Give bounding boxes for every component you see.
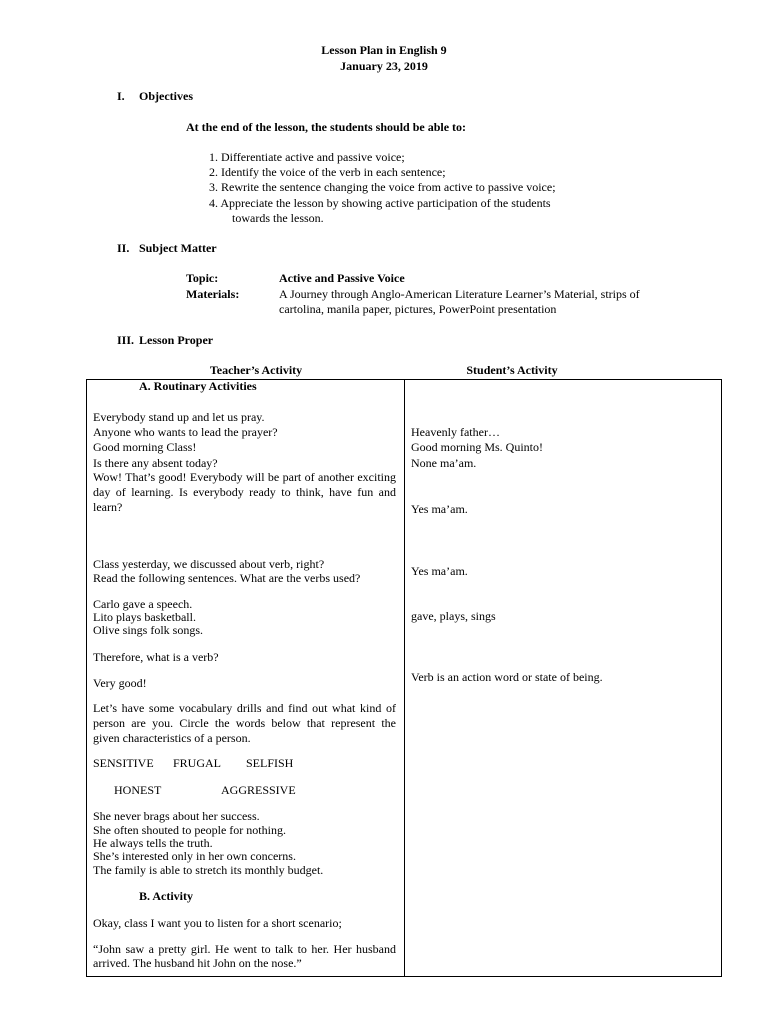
objective-item: 2. Identify the voice of the verb in each sentence;	[209, 165, 446, 179]
teacher-line: Okay, class I want you to listen for a short scenario;	[93, 916, 342, 930]
teacher-line: Therefore, what is a verb?	[93, 650, 219, 664]
teacher-line: Is there any absent today?	[93, 456, 218, 470]
materials-line: A Journey through Anglo-American Literature Learner’s Material, strips of	[279, 287, 640, 301]
example-sentence: Lito plays basketball.	[93, 610, 196, 624]
student-line: Yes ma’am.	[411, 564, 468, 578]
student-activity-header: Student’s Activity	[466, 363, 558, 377]
student-line: Heavenly father…	[411, 425, 500, 439]
student-line: Good morning Ms. Quinto!	[411, 440, 543, 454]
objective-item: 3. Rewrite the sentence changing the voice from active to passive voice;	[209, 180, 556, 194]
teacher-line: Good morning Class!	[93, 440, 197, 454]
activity-heading: B. Activity	[139, 889, 193, 903]
document-date: January 23, 2019	[340, 59, 428, 73]
student-line: Yes ma’am.	[411, 502, 468, 516]
materials-label: Materials:	[186, 287, 240, 301]
vocab-word: FRUGAL	[173, 756, 222, 770]
vocab-clue: The family is able to stretch its monthly budget.	[93, 863, 324, 877]
teacher-paragraph: Wow! That’s good! Everybody will be part of another exciting day of learning. Is everybody ready to think, have fun and learn?	[93, 470, 396, 514]
example-sentence: Olive sings folk songs.	[93, 623, 204, 637]
table-column-divider	[404, 379, 405, 977]
teacher-line: Anyone who wants to lead the prayer?	[93, 425, 278, 439]
vocab-clue: He always tells the truth.	[93, 836, 213, 850]
student-line: Verb is an action word or state of being.	[411, 670, 603, 684]
student-line: None ma’am.	[411, 456, 477, 470]
materials-line: cartolina, manila paper, pictures, PowerPoint presentation	[279, 302, 557, 316]
topic-value: Active and Passive Voice	[279, 271, 405, 285]
objective-item: 4. Appreciate the lesson by showing active participation of the students	[209, 196, 551, 210]
objective-item: 1. Differentiate active and passive voice;	[209, 150, 405, 164]
teacher-line: Read the following sentences. What are the verbs used?	[93, 571, 361, 585]
teacher-paragraph: Let’s have some vocabulary drills and find out what kind of person are you. Circle the words below that represent the given characteristics of a person.	[93, 701, 396, 745]
objectives-intro: At the end of the lesson, the students should be able to:	[186, 120, 467, 134]
topic-label: Topic:	[186, 271, 219, 285]
subject-matter-numeral: II.	[117, 241, 130, 255]
teacher-line: Class yesterday, we discussed about verb, right?	[93, 557, 325, 571]
lesson-proper-heading: Lesson Proper	[139, 333, 214, 347]
vocab-clue: She’s interested only in her own concerns.	[93, 849, 296, 863]
vocab-word: SENSITIVE	[93, 756, 154, 770]
vocab-word: AGGRESSIVE	[221, 783, 296, 797]
scenario-text: “John saw a pretty girl. He went to talk to her. Her husband arrived. The husband hit John on the nose.”	[93, 942, 396, 970]
lesson-proper-numeral: III.	[117, 333, 135, 347]
vocab-word: SELFISH	[246, 756, 294, 770]
objectives-numeral: I.	[117, 89, 125, 103]
teacher-line: Everybody stand up and let us pray.	[93, 410, 265, 424]
vocab-clue: She never brags about her success.	[93, 809, 260, 823]
objectives-heading: Objectives	[139, 89, 193, 103]
document-title: Lesson Plan in English 9	[321, 43, 447, 57]
example-sentence: Carlo gave a speech.	[93, 597, 193, 611]
subject-matter-heading: Subject Matter	[139, 241, 217, 255]
teacher-line: Very good!	[93, 676, 147, 690]
objective-item-continuation: towards the lesson.	[232, 211, 324, 225]
student-line: gave, plays, sings	[411, 609, 496, 623]
vocab-word: HONEST	[114, 783, 162, 797]
routinary-activities-heading: A. Routinary Activities	[139, 379, 257, 393]
vocab-clue: She often shouted to people for nothing.	[93, 823, 286, 837]
teacher-activity-header: Teacher’s Activity	[209, 363, 303, 377]
